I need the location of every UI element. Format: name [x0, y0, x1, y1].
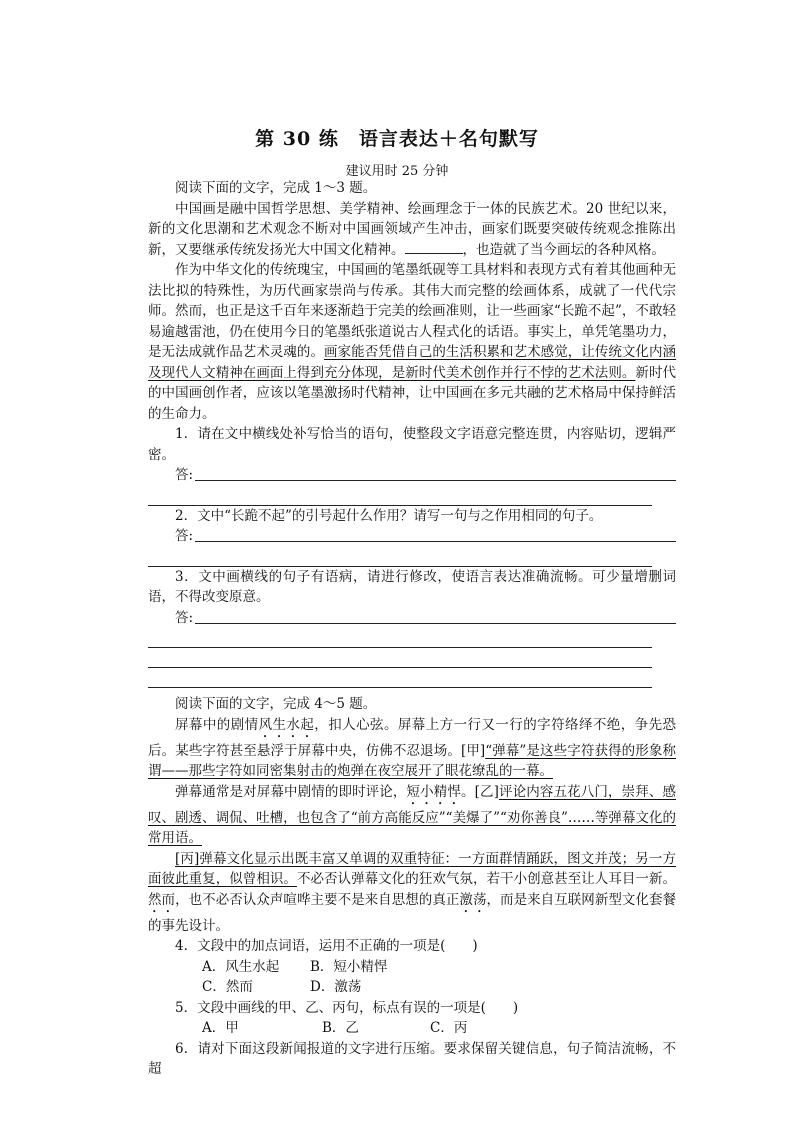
- answer-line[interactable]: [148, 648, 652, 668]
- option-b[interactable]: B．乙: [322, 1020, 359, 1036]
- passage1-p2-text: 作为中华文化的传统瑰宝，中国画的笔墨纸砚等工具材料和表现方式有着其他画种无法比拟的特殊性，为历代画家崇尚与传承。其伟大而完整的绘画体系，成就了一代代宗师。然而，也正是这千百年来逐渐趋于完美的绘画准则，让一些画家“长跪不起”，不敢轻易逾越雷池，仍在使用今日的笔墨纸张道说古人程式化的话语。事实上，单凭笔墨功力，是无法成就作品艺术灵魂的。: [148, 262, 676, 360]
- passage1-p1-tail: ，也造就了当今画坛的各种风格。: [462, 241, 665, 258]
- passage2-p2-text-b: 。[乙]: [461, 783, 499, 800]
- question-5: 5．文段中画线的甲、乙、丙句，标点有误的一项是( ): [175, 999, 519, 1016]
- answer-line[interactable]: [195, 608, 676, 624]
- question-4-options-row2: [148, 977, 676, 998]
- page-title: 第 30 练 语言表达＋名句默写: [255, 128, 539, 150]
- passage1-p2-tail: 新时代的中国画创作者，应该以笔墨激扬时代精神，让中国画在多元共融的艺术格局中保持鲜活的生命力。: [148, 364, 677, 422]
- answer-label: 答:: [175, 467, 194, 483]
- answer-line[interactable]: [148, 628, 652, 648]
- answer-line[interactable]: [148, 547, 652, 567]
- answer-label: 答:: [175, 528, 194, 544]
- passage2-p3-text-b: ，也不必否认众声喧哗主要不是来自思想的真正: [175, 891, 460, 908]
- answer-2: [148, 526, 676, 547]
- underlined-sentence-bing: [丙]弹幕文化显示出既丰富又单调的双重特征：一方面群情踊跃，图文并茂；另一方面彼此重复，似曾相识。: [148, 850, 676, 887]
- answer-3: [148, 608, 676, 629]
- passage1-intro: 阅读下面的文字，完成 1～3 题。: [175, 180, 377, 196]
- underlined-sentence-yi: 评论内容五花八门，崇拜、感叹、剧透、调侃、吐槽，也包含了“前方高能反应”“美爆了”“劝你善良”……等弹幕文化的常用语。: [148, 783, 677, 846]
- passage2-paragraph3: [148, 849, 676, 937]
- passage1-paragraph2: [148, 260, 676, 424]
- answer-1: [148, 465, 676, 486]
- passage2-paragraph2: [148, 782, 676, 849]
- question-2: 2．文中“长跪不起”的引号起什么作用？请写一句与之作用相同的句子。: [175, 507, 603, 524]
- passage2-p3-text-c: ，而是来自互联网新型文化套餐的事先设计。: [148, 891, 677, 934]
- dotted-word: 激荡: [459, 891, 487, 908]
- answer-line[interactable]: [148, 668, 652, 688]
- underlined-sentence: 画家能否凭借自己的生活积累和艺术感觉，让传统文化内涵及现代人文精神在画面上得到充分体现，是新时代美术创作并行不悖的艺术法则。: [148, 344, 677, 381]
- question-4: 4．文段中的加点词语，运用不正确的一项是( ): [175, 938, 478, 954]
- passage2-p3-text: 不必否认弹幕文化的狂欢气氛，若干小创意甚至让人耳目一新。: [296, 871, 677, 887]
- passage2-p1-text-b: ，扣人心弦。屏幕上方一行又一行的字符络绎不绝，争先恐后。某些字符甚至悬浮于屏幕中央，仿佛不忍退场。[甲]: [148, 716, 677, 759]
- fill-in-blank[interactable]: [405, 240, 463, 254]
- option-c[interactable]: C．然而: [202, 979, 253, 995]
- answer-line[interactable]: [148, 486, 652, 506]
- answer-label: 答:: [175, 609, 194, 626]
- passage2-p1-text: 屏幕中的剧情: [175, 716, 259, 733]
- option-d[interactable]: D．激荡: [310, 979, 362, 995]
- option-a[interactable]: A．甲: [202, 1020, 239, 1036]
- dotted-word: 然而: [148, 891, 176, 908]
- question-4-options-row1: [148, 957, 676, 978]
- dotted-word: 短小精悍: [406, 783, 462, 800]
- option-a[interactable]: A．风生水起: [202, 958, 280, 975]
- question-5-options: [148, 1018, 676, 1039]
- underlined-sentence-jia: “弹幕”是这些字符获得的形象称谓——那些字符如同密集射击的炮弹在夜空展开了眼花缭乱的一幕。: [148, 742, 676, 779]
- option-b[interactable]: B．短小精悍: [310, 958, 388, 975]
- suggested-time: 建议用时 25 分钟: [345, 164, 449, 179]
- option-c[interactable]: C．丙: [430, 1020, 468, 1036]
- dotted-word: 风生水起: [258, 716, 315, 733]
- question-3: 3．文中画横线的句子有语病，请进行修改，使语言表达准确流畅。可少量增删词语，不得改变原意。: [148, 568, 676, 605]
- answer-line[interactable]: [195, 526, 676, 542]
- passage1-p1-text: 中国画是融中国哲学思想、美学精神、绘画理念于一体的民族艺术。20 世纪以来，新的文化思潮和艺术观念不断对中国画领域产生冲击，画家们既要突破传统观念推陈出新，又要继承传统发扬光大中国文化精神。: [148, 200, 676, 258]
- passage2-intro: 阅读下面的文字，完成 4～5 题。: [175, 696, 377, 712]
- worksheet-content: [148, 178, 676, 1080]
- passage1-paragraph1: [148, 199, 676, 261]
- passage2-p2-text: 弹幕通常是对屏幕中剧情的即时评论，: [175, 783, 407, 800]
- question-6: 6．请对下面这段新闻报道的文字进行压缩。要求保留关键信息，句子简洁流畅，不超: [148, 1040, 676, 1077]
- answer-line[interactable]: [195, 465, 676, 481]
- question-1: 1．请在文中横线处补写恰当的语句，使整段文字语意完整连贯，内容贴切，逻辑严密。: [148, 426, 676, 463]
- passage2-paragraph1: [148, 715, 676, 782]
